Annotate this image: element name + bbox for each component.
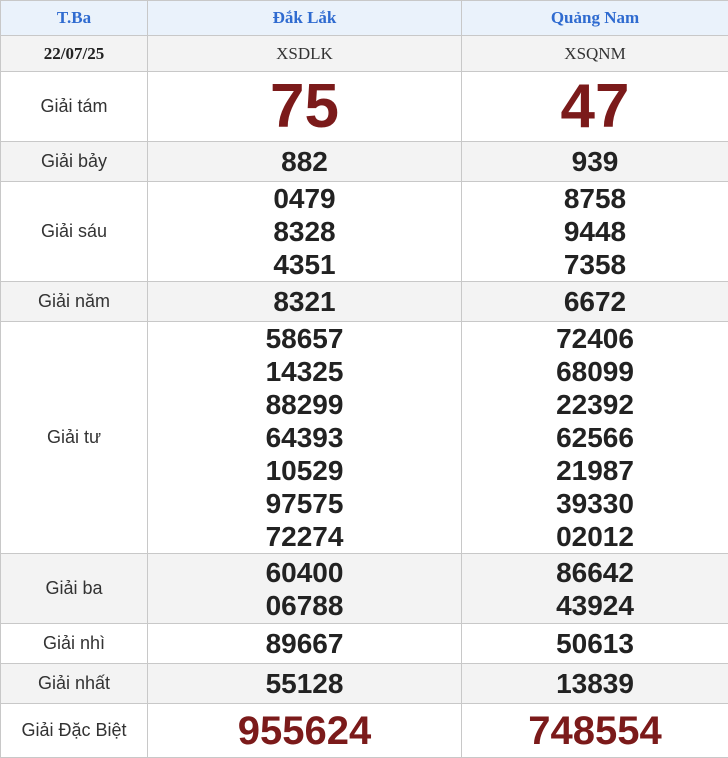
prize-number: 13839 xyxy=(462,664,728,704)
prize-number-list xyxy=(462,182,728,282)
prize-number: 22392 xyxy=(556,389,634,420)
prize-label: Giải ba xyxy=(1,554,148,624)
prize-number: 64393 xyxy=(265,422,344,453)
prize-number: 68099 xyxy=(556,356,634,387)
prize-number-list xyxy=(148,322,462,554)
prize-label: Giải năm xyxy=(1,282,148,322)
prize-number: 60400 xyxy=(265,556,344,588)
prize-number: 8328 xyxy=(273,216,336,247)
prize-label: Giải bảy xyxy=(1,142,148,182)
prize-row-g6 xyxy=(1,182,728,282)
prize-label: Giải sáu xyxy=(1,182,148,282)
prize-number: 4351 xyxy=(273,249,336,280)
prize-number: 47 xyxy=(462,72,728,142)
province-quang-nam-link[interactable]: Quảng Nam xyxy=(462,1,728,36)
prize-row-g3 xyxy=(1,554,728,624)
prize-row-g5 xyxy=(1,282,728,322)
prize-label: Giải Đặc Biệt xyxy=(1,704,148,758)
prize-number: 89667 xyxy=(148,624,462,664)
prize-label: Giải nhất xyxy=(1,664,148,704)
prize-label: Giải tám xyxy=(1,72,148,142)
prize-row-g1 xyxy=(1,664,728,704)
subheader-row xyxy=(1,36,728,72)
draw-date: 22/07/25 xyxy=(1,36,148,72)
prize-row-special xyxy=(1,704,728,758)
prize-number-list xyxy=(148,554,462,624)
prize-label: Giải nhì xyxy=(1,624,148,664)
header-row xyxy=(1,1,728,36)
prize-number: 0479 xyxy=(273,183,336,214)
prize-number: 86642 xyxy=(556,556,634,588)
prize-number: 21987 xyxy=(556,455,634,486)
prize-number: 06788 xyxy=(265,589,344,621)
code-xsdlk: XSDLK xyxy=(148,36,462,72)
prize-number: 58657 xyxy=(265,323,344,354)
prize-number-list xyxy=(148,182,462,282)
prize-number: 43924 xyxy=(556,589,634,621)
prize-number: 88299 xyxy=(265,389,344,420)
prize-number: 10529 xyxy=(265,455,344,486)
prize-number: 75 xyxy=(148,72,462,142)
prize-row-g8 xyxy=(1,72,728,142)
prize-row-g4 xyxy=(1,322,728,554)
special-prize-number: 748554 xyxy=(462,704,728,758)
day-label: T.Ba xyxy=(1,1,148,36)
province-dak-lak-link[interactable]: Đắk Lắk xyxy=(148,1,462,36)
prize-number: 62566 xyxy=(556,422,634,453)
special-prize-number: 955624 xyxy=(148,704,462,758)
prize-row-g7 xyxy=(1,142,728,182)
prize-label: Giải tư xyxy=(1,322,148,554)
prize-number: 55128 xyxy=(148,664,462,704)
prize-number: 9448 xyxy=(563,216,627,247)
prize-number: 8758 xyxy=(563,183,627,214)
prize-number: 72406 xyxy=(556,323,634,354)
prize-number-list xyxy=(462,322,728,554)
prize-number: 6672 xyxy=(462,282,728,322)
prize-number: 97575 xyxy=(265,488,344,519)
prize-number: 72274 xyxy=(265,521,344,552)
code-xsqnm: XSQNM xyxy=(462,36,728,72)
prize-number: 7358 xyxy=(563,249,627,280)
prize-number: 14325 xyxy=(265,356,344,387)
prize-number: 882 xyxy=(148,142,462,182)
prize-number: 8321 xyxy=(148,282,462,322)
prize-number-list xyxy=(462,554,728,624)
prize-number: 939 xyxy=(462,142,728,182)
prize-number: 02012 xyxy=(556,521,634,552)
prize-number: 50613 xyxy=(462,624,728,664)
prize-number: 39330 xyxy=(556,488,634,519)
prize-row-g2 xyxy=(1,624,728,664)
